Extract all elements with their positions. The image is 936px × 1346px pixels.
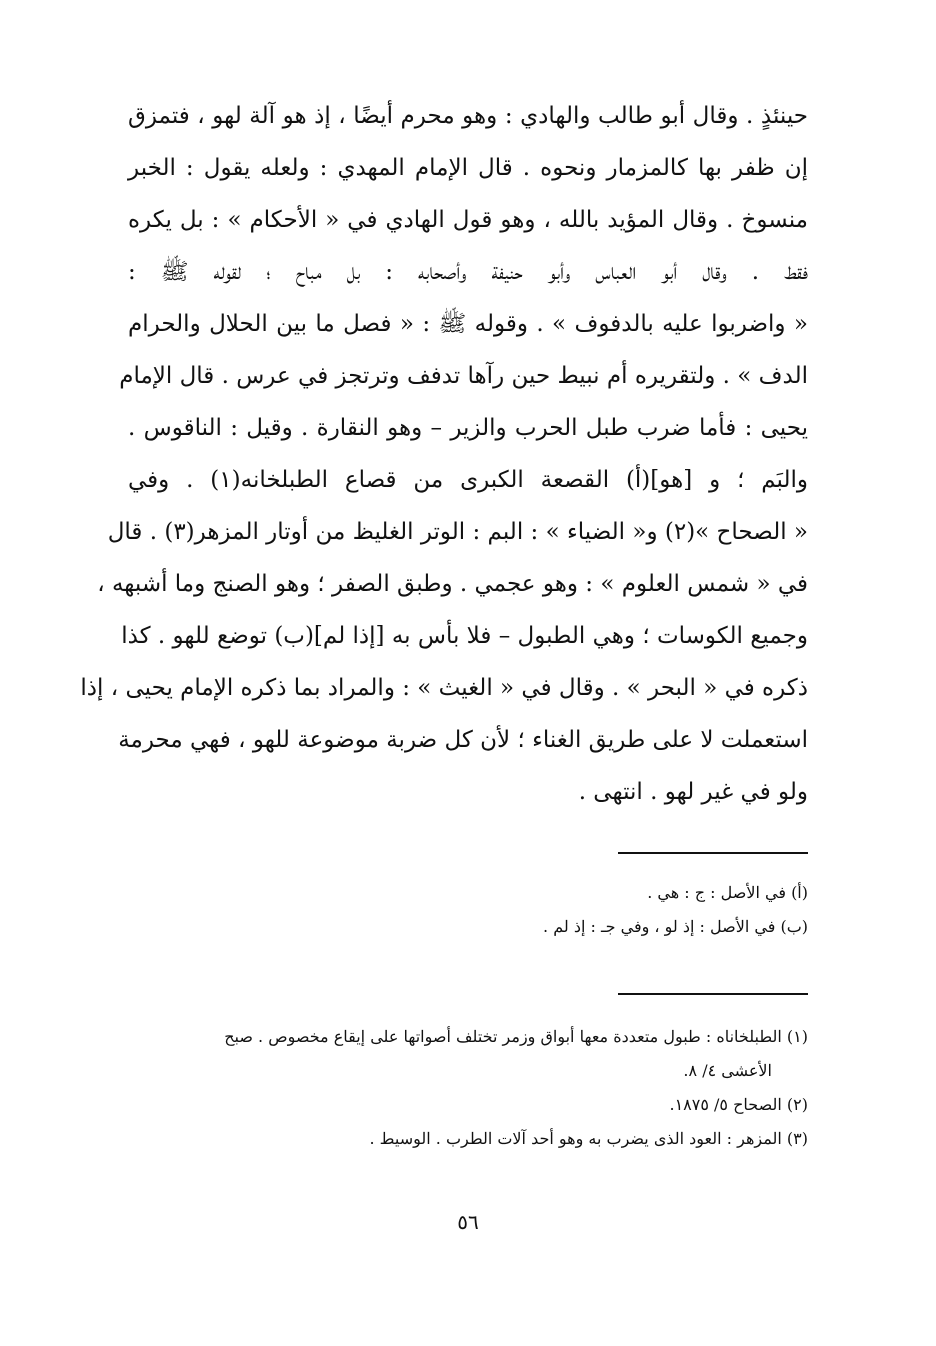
text-line: « الصحاح »(٢) و« الضياء » : البم : الوتر الغليظ من أوتار المزهر(٣) . قال (107, 519, 808, 545)
footnote: (١) الطبلخاناه : طبول متعددة معها أبواق وزمر تختلف أصواتها على إيقاع مخصوص . صبح (224, 1027, 808, 1046)
text-line: ذكره في « البحر » . وقال في « الغيث » : والمراد بما ذكره الإمام يحيى ، إذا (80, 675, 808, 701)
text-line: يحيى : فأما ضرب طبل الحرب والزير – وهو النقارة . وقيل : الناقوس . (128, 415, 808, 441)
footnotes (128, 1020, 808, 1156)
text-line: الدف » . ولتقريره أم نبيط حين رآها تدفف وترتجز في عرس . قال الإمام (119, 363, 808, 389)
text-line: استعملت لا على طريق الغناء ؛ لأن كل ضربة موضوعة للهو ، فهي محرمة (118, 727, 808, 753)
footnotes-divider (618, 993, 808, 995)
text-line: والبَم ؛ و [هو](أ) القصعة الكبرى من قصاع الطبلخانه(١) . وفي (128, 467, 808, 493)
text-line: حينئذٍ . وقال أبو طالب والهادي : وهو محرم أيضًا ، إذ هو آلة لهو ، فتمزق (128, 103, 808, 129)
text-line: ولو في غير لهو . انتهى . (578, 779, 808, 805)
variant-notes (128, 876, 808, 944)
footnote-continuation: الأعشى ٤/ ٨. (683, 1061, 772, 1080)
main-text-block (80, 90, 808, 818)
footnote: (٣) المزهر : العود الذى يضرب به وهو أحد آلات الطرب . الوسيط . (369, 1129, 808, 1148)
text-line: في « شمس العلوم » : وهو عجمي . وطبق الصفر ؛ وهو الصنج وما أشبهه ، (97, 571, 808, 597)
footnote: (٢) الصحاح ٥/ ١٨٧٥. (669, 1095, 808, 1114)
variant-note: (ب) في الأصل : إذ لو ، وفي جـ : إذ لم . (543, 917, 808, 936)
text-line: « واضربوا عليه بالدفوف » . وقوله ﷺ : « فصل ما بين الحلال والحرام (128, 311, 808, 337)
text-line: فقط . وقال أبو العباس وأبو حنيفة وأصحابه : بل مباح ؛ لقوله ﷺ : (128, 259, 808, 285)
page-number: ٥٦ (457, 1210, 479, 1234)
variant-notes-divider (618, 852, 808, 854)
text-line: وجميع الكوسات ؛ وهي الطبول – فلا بأس به [إذا لم](ب) توضع للهو . كذا (121, 623, 808, 649)
text-line: منسوخ . وقال المؤيد بالله ، وهو قول الهادي في « الأحكام » : بل يكره (128, 207, 808, 233)
text-line: إن ظفر بها كالمزمار ونحوه . قال الإمام المهدي : ولعله يقول : الخبر (128, 155, 808, 181)
variant-note: (أ) في الأصل : ج : هي . (647, 883, 808, 902)
